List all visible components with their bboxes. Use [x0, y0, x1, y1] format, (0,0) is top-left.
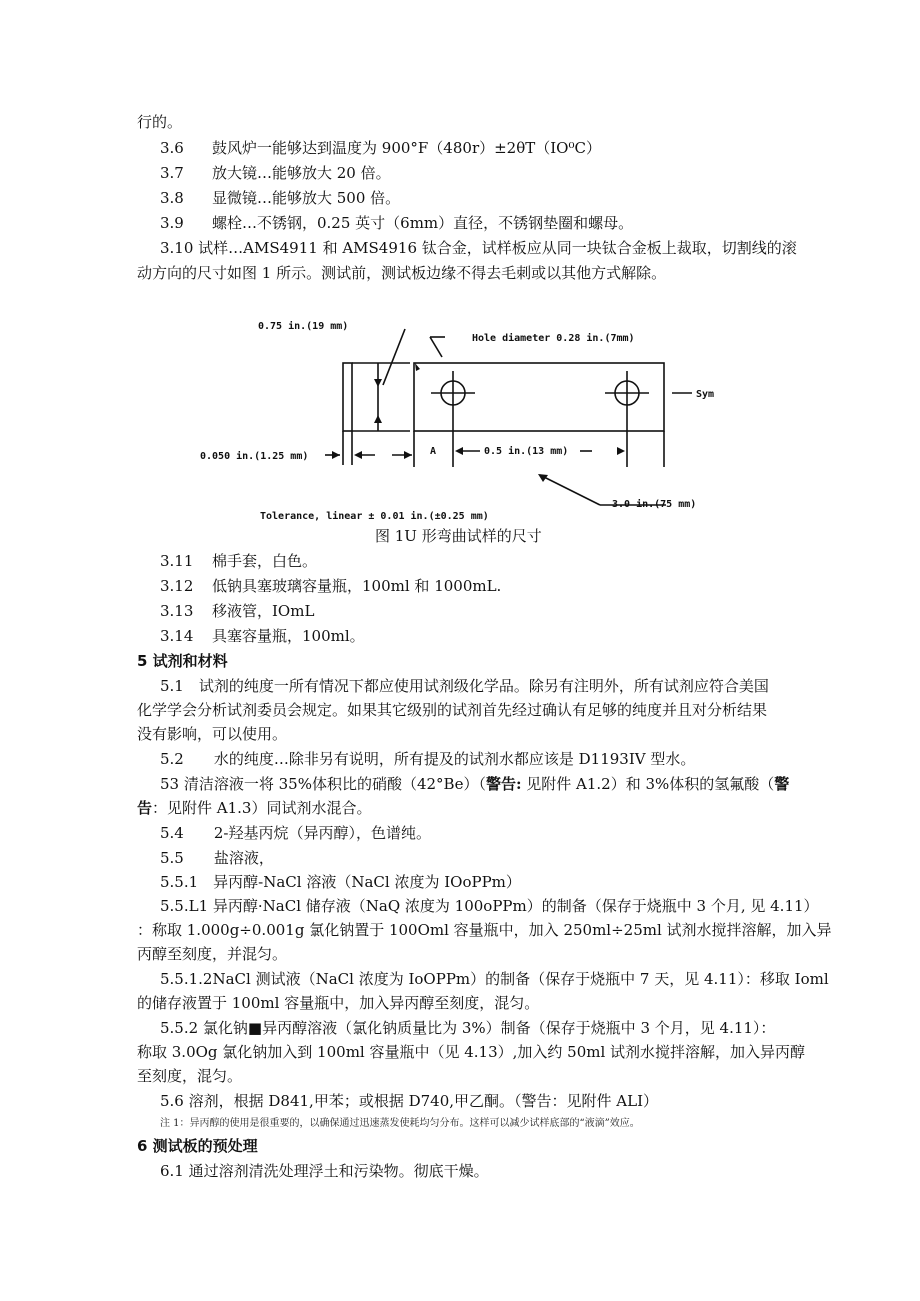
dim-width-label: 0.75 in.(19 mm) — [258, 321, 349, 332]
item-text: 低钠具塞玻璃容量瓶，100ml 和 1000mL. — [212, 577, 502, 595]
paragraph-5-5-1-1-line3: 丙醇至刻度，并混匀。 — [137, 945, 288, 963]
side-view-bar — [343, 363, 352, 431]
list-item-3-12 — [160, 576, 501, 596]
paragraph-6-1: 6.1 通过溶剂清洗处理浮土和污染物。彻底干燥。 — [160, 1162, 489, 1180]
item-number: 3.6 — [160, 139, 184, 157]
paragraph-5-5-1-2-line1: 5.5.1.2NaCl 测试液（NaCl 浓度为 IoOPPm）的制备（保存于烧瓶中 7 天，见 4.11）：移取 Ioml — [160, 970, 829, 988]
tolerance-label: Tolerance, linear ± 0.01 in.(±0.25 mm) — [260, 511, 489, 522]
paragraph-5-1-line2: 化学学会分析试剂委员会规定。如果其它级别的试剂首先经过确认有足够的纯度并且对分析结果 — [137, 701, 768, 719]
list-item-3-8 — [160, 188, 400, 208]
dim-hole-label: Hole diameter 0.28 in.(7mm) — [472, 333, 635, 344]
warning-label: 告 — [137, 799, 153, 817]
item-text: 移液管，IOmL — [212, 602, 315, 620]
item-text: 棉手套，白色。 — [212, 552, 318, 570]
item-number: 3.11 — [160, 552, 194, 570]
specimen-figure — [180, 305, 740, 527]
item-number: 3.8 — [160, 189, 184, 207]
paragraph-3-10-line2: 动方向的尺寸如图 1 所示。测试前，测试板边缘不得去毛刺或以其他方式解除。 — [137, 264, 667, 282]
text-run: 53 清洁溶液一将 35%体积比的硝酸（42°Be）（ — [160, 775, 486, 793]
item-number: 3.14 — [160, 627, 194, 645]
dim-thickness-label: 0.050 in.(1.25 mm) — [200, 451, 309, 462]
paragraph-3-10-line1: 3.10 试样…AMS4911 和 AMS4916 钛合金，试样板应从同一块钛合金板上裁取，切割线的滚 — [160, 239, 797, 257]
item-number: 3.9 — [160, 214, 184, 232]
paragraph-5-5-1: 5.5.1 异丙醇-NaCl 溶液（NaCl 浓度为 IOoPPm） — [160, 873, 521, 891]
section-heading-6: 6 测试板的预处理 — [137, 1137, 258, 1155]
paragraph-5-1-line3: 没有影响，可以使用。 — [137, 725, 288, 743]
paragraph-5-3-line1 — [160, 774, 789, 794]
dim-offset-label: 0.5 in.(13 mm) — [484, 446, 569, 457]
paragraph-5-5-1-2-line2: 的储存液置于 100ml 容量瓶中，加入异丙醇至刻度，混匀。 — [137, 994, 540, 1012]
paragraph-5-3-line2 — [137, 798, 371, 818]
list-item-3-11 — [160, 551, 317, 571]
sym-label: Sym — [696, 389, 715, 400]
paragraph-5-5-2-line1: 5.5.2 氯化钠■异丙醇溶液（氯化钠质量比为 3%）制备（保存于烧瓶中 3 个月，见 4.11）： — [160, 1019, 776, 1037]
item-text: 具塞容量瓶，100ml。 — [212, 627, 365, 645]
warning-label: 警 — [774, 775, 790, 793]
item-text: 显微镜…能够放大 500 倍。 — [212, 189, 401, 207]
text-run: ：见附件 A1.3）同试剂水混合。 — [152, 799, 372, 817]
paragraph-5-4: 5.4 2-羟基丙烷（异丙醇），色谱纯。 — [160, 824, 431, 842]
paragraph-5-5-2-line3: 至刻度，混匀。 — [137, 1067, 243, 1085]
note-1: 注 1：异丙醇的使用是很重要的，以确保通过迅速蒸发使耗均匀分布。这样可以减少试样底部的“液滴”效应。 — [160, 1118, 640, 1129]
text-run: 见附件 A1.2）和 3%体积的氢氟酸（ — [521, 775, 775, 793]
section-heading-5: 5 试剂和材料 — [137, 652, 228, 670]
list-item-3-6 — [160, 138, 601, 158]
dim-length-label: 3.0 in.(75 mm) — [612, 499, 697, 510]
item-number: 3.12 — [160, 577, 194, 595]
item-text: 放大镜…能够放大 20 倍。 — [212, 164, 391, 182]
paragraph-5-2: 5.2 水的纯度…除非另有说明，所有提及的试剂水都应该是 D1193IV 型水。 — [160, 750, 696, 768]
list-item-3-13 — [160, 601, 314, 621]
paragraph-5-5-2-line2: 称取 3.0Og 氯化钠加入到 100ml 容量瓶中（见 4.13）,加入约 50ml 试剂水搅拌溶解，加入异丙醇 — [137, 1043, 806, 1061]
text-line: 行的。 — [137, 113, 183, 131]
paragraph-5-6: 5.6 溶剂，根据 D841,甲苯；或根据 D740,甲乙酮。（警告：见附件 ALI） — [160, 1092, 658, 1110]
item-text: 螺栓…不锈钢，0.25 英寸（6mm）直径，不锈钢垫圈和螺母。 — [212, 214, 634, 232]
item-number: 3.7 — [160, 164, 184, 182]
list-item-3-7 — [160, 163, 391, 183]
list-item-3-14 — [160, 626, 365, 646]
warning-label: 警告: — [485, 775, 522, 793]
item-text: 鼓风炉一能够达到温度为 900°F（480r）±2θT（IO⁰C） — [212, 139, 601, 157]
paragraph-5-5-1-1-line2: ：称取 1.000g÷0.001g 氯化钠置于 100Oml 容量瓶中，加入 250ml÷25ml 试剂水搅拌溶解，加入异 — [137, 921, 832, 939]
paragraph-5-1-line1: 5.1 试剂的纯度一所有情况下都应使用试剂级化学品。除另有注明外，所有试剂应符合美国 — [160, 677, 769, 695]
label-a: A — [430, 446, 437, 457]
item-number: 3.13 — [160, 602, 194, 620]
paragraph-5-5-1-1-line1: 5.5.L1 异丙醇·NaCl 储存液（NaQ 浓度为 100oPPm）的制备（保存于烧瓶中 3 个月, 见 4.11） — [160, 897, 819, 915]
list-item-3-9 — [160, 213, 633, 233]
paragraph-5-5: 5.5 盐溶液， — [160, 849, 274, 867]
figure-caption: 图 1U 形弯曲试样的尺寸 — [375, 527, 542, 545]
